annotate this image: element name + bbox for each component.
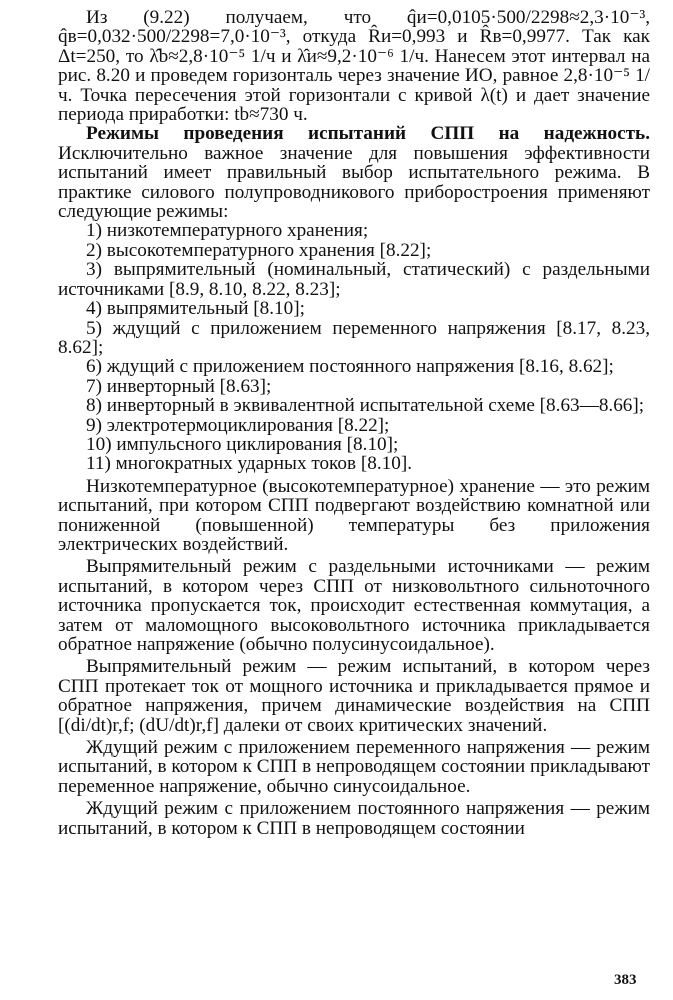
section-lead: Исключительно важное значение для повышения эффективности испытаний имеет правильный выбор испытательного режима. В практике силового полупроводникового приборостроения применяют следующие режимы: [58, 142, 650, 223]
list-item: 8) инверторный в эквивалентной испытательной схеме [8.63—8.66]; [86, 395, 645, 417]
list-item: 4) выпрямительный [8.10]; [86, 298, 305, 320]
list-item: 9) электротермоциклирования [8.22]; [86, 414, 390, 436]
list-item: 3) выпрямительный (номинальный, статический) с раздельными источниками [8.9, 8.10, 8.22, 8.23]; [58, 259, 650, 300]
paragraph-definition: Низкотемпературное (высокотемпературное) хранение — это режим испытаний, при котором СПП подвергают воздействию комнатной или пониженной (повышенной) температуры без приложения электрических воздействий. [58, 475, 650, 555]
paragraph-definition: Выпрямительный режим с раздельными источниками — режим испытаний, в котором через СПП от низковольтного сильноточного источника пропускается ток, происходит естественная коммутация, а затем от маломощного высоковольтного источника прикладывается обратное напряжение (обычно полусинусоидальное). [58, 556, 650, 655]
list-item: 10) импульсного циклирования [8.10]; [86, 433, 399, 455]
list-item: 11) многократных ударных токов [8.10]. [86, 453, 413, 475]
list-item: 7) инверторный [8.63]; [86, 375, 272, 397]
page-body [58, 8, 650, 838]
paragraph-definition: Ждущий режим с приложением переменного напряжения — режим испытаний, в котором к СПП в непроводящем состоянии прикладывают переменное напряжение, обычно синусоидальное. [58, 737, 650, 797]
paragraph-definition: Выпрямительный режим — режим испытаний, в котором через СПП протекает ток от мощного источника и прикладывается прямое и обратное напряжения, причем динамические воздействия на СПП [(di/dt)r,f; (dU/dt)r,f] далеки от своих критических значений. [58, 656, 650, 736]
section-heading: Режимы проведения испытаний СПП на надежность. [86, 123, 650, 145]
paragraph-section-intro [58, 124, 650, 221]
page-number: 383 [614, 972, 637, 988]
list-item: 2) высокотемпературного хранения [8.22]; [86, 239, 432, 261]
list-item: 6) ждущий с приложением постоянного напряжения [8.16, 8.62]; [86, 356, 614, 378]
paragraph-intro: Из (9.22) получаем, что q̂и=0,0105·500/2298≈2,3·10⁻³, q̂в=0,032·500/2298=7,0·10⁻³, откуда R̂и=0,993 и R̂в=0,9977. Так как Δt=250, то λ̂b≈2,8·10⁻⁵ 1/ч и λ̂и≈9,2·10⁻⁶ 1/ч. Нанесем этот интервал на рис. 8.20 и проведем горизонталь через значение ИО, равное 2,8·10⁻⁵ 1/ч. Точка пересечения этой горизонтали с кривой λ(t) и дает значение периода приработки: tb≈730 ч. [58, 7, 650, 126]
list-item: 5) ждущий с приложением переменного напряжения [8.17, 8.23, 8.62]; [58, 317, 650, 358]
paragraph-definition: Ждущий режим с приложением постоянного напряжения — режим испытаний, в котором к СПП в непроводящем состоянии [58, 798, 650, 839]
list-item: 1) низкотемпературного хранения; [86, 220, 369, 242]
